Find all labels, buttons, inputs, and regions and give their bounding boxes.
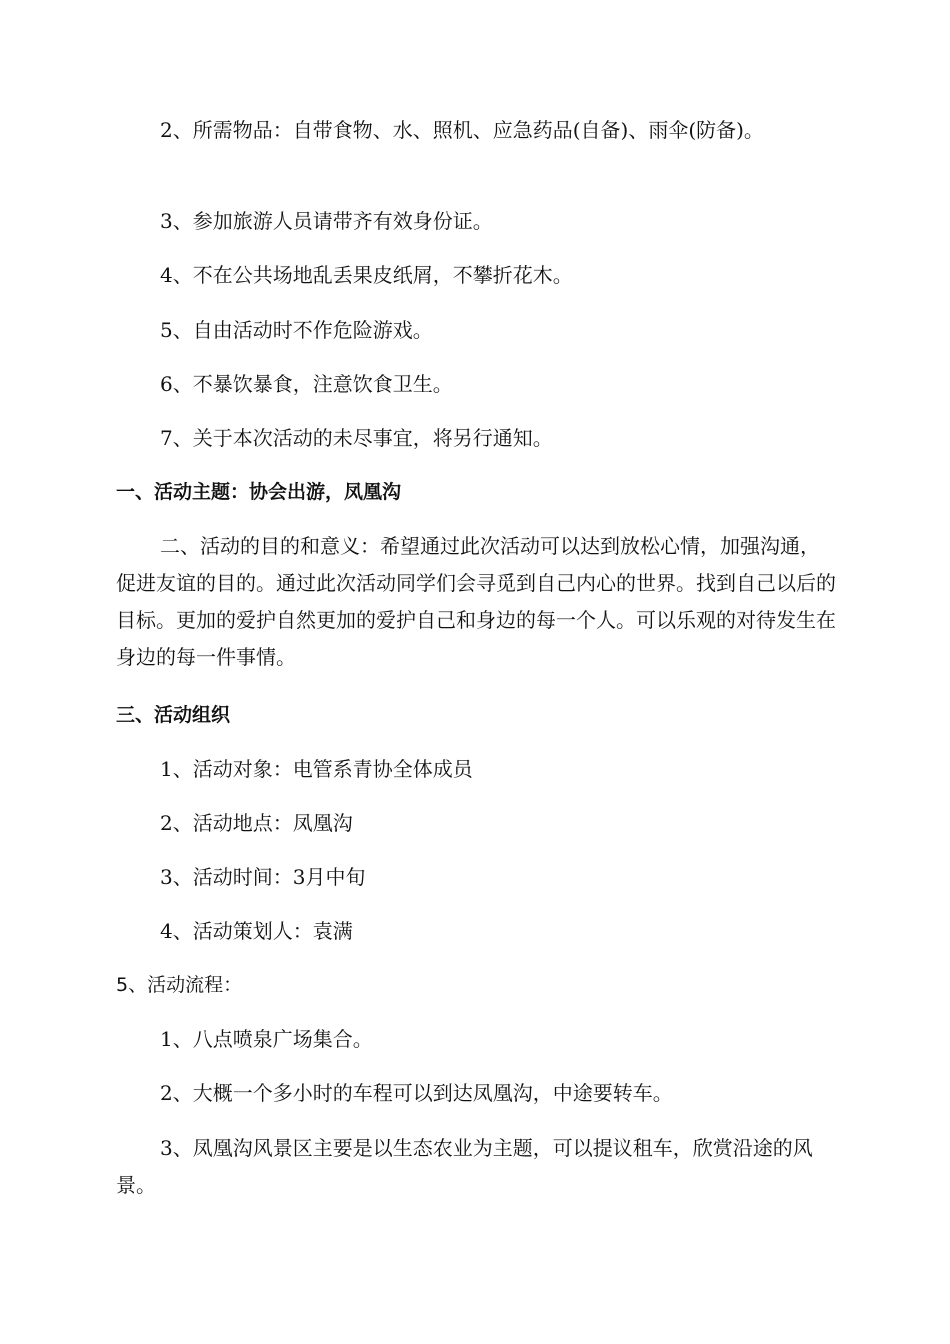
heading-activity-process: 5、活动流程： xyxy=(116,974,243,996)
paragraph-further-notice: 7、关于本次活动的未尽事宜，将另行通知。 xyxy=(160,426,553,450)
paragraph-no-littering: 4、不在公共场地乱丢果皮纸屑，不攀折花木。 xyxy=(160,263,573,287)
paragraph-id-card: 3、参加旅游人员请带齐有效身份证。 xyxy=(160,209,493,233)
heading-activity-theme: 一、活动主题：协会出游，凤凰沟 xyxy=(116,481,402,503)
paragraph-time: 3、活动时间：3月中旬 xyxy=(160,865,366,889)
paragraph-items-needed: 2、所需物品：自带食物、水、照机、应急药品(自备)、雨伞(防备)。 xyxy=(160,118,764,142)
paragraph-target-members: 1、活动对象：电管系青协全体成员 xyxy=(160,757,473,781)
paragraph-bus-ride: 2、大概一个多小时的车程可以到达凤凰沟，中途要转车。 xyxy=(160,1081,673,1105)
heading-activity-organization: 三、活动组织 xyxy=(116,704,231,726)
paragraph-no-dangerous-games: 5、自由活动时不作危险游戏。 xyxy=(160,318,433,342)
paragraph-gather: 1、八点喷泉广场集合。 xyxy=(160,1027,373,1051)
paragraph-location: 2、活动地点：凤凰沟 xyxy=(160,811,353,835)
paragraph-planner: 4、活动策划人：袁满 xyxy=(160,919,353,943)
paragraph-purpose: 二、活动的目的和意义：希望通过此次活动可以达到放松心情，加强沟通，促进友谊的目的。通过此次活动同学们会寻觅到自己内心的世界。找到自己以后的目标。更加的爱护自然更加的爱护自己和身边的每一个人。可以乐观的对待发生在身边的每一件事情。 xyxy=(116,534,836,669)
paragraph-scenic-area: 3、凤凰沟风景区主要是以生态农业为主题，可以提议租车，欣赏沿途的风景。 xyxy=(116,1136,813,1197)
paragraph-food-hygiene: 6、不暴饮暴食，注意饮食卫生。 xyxy=(160,372,453,396)
